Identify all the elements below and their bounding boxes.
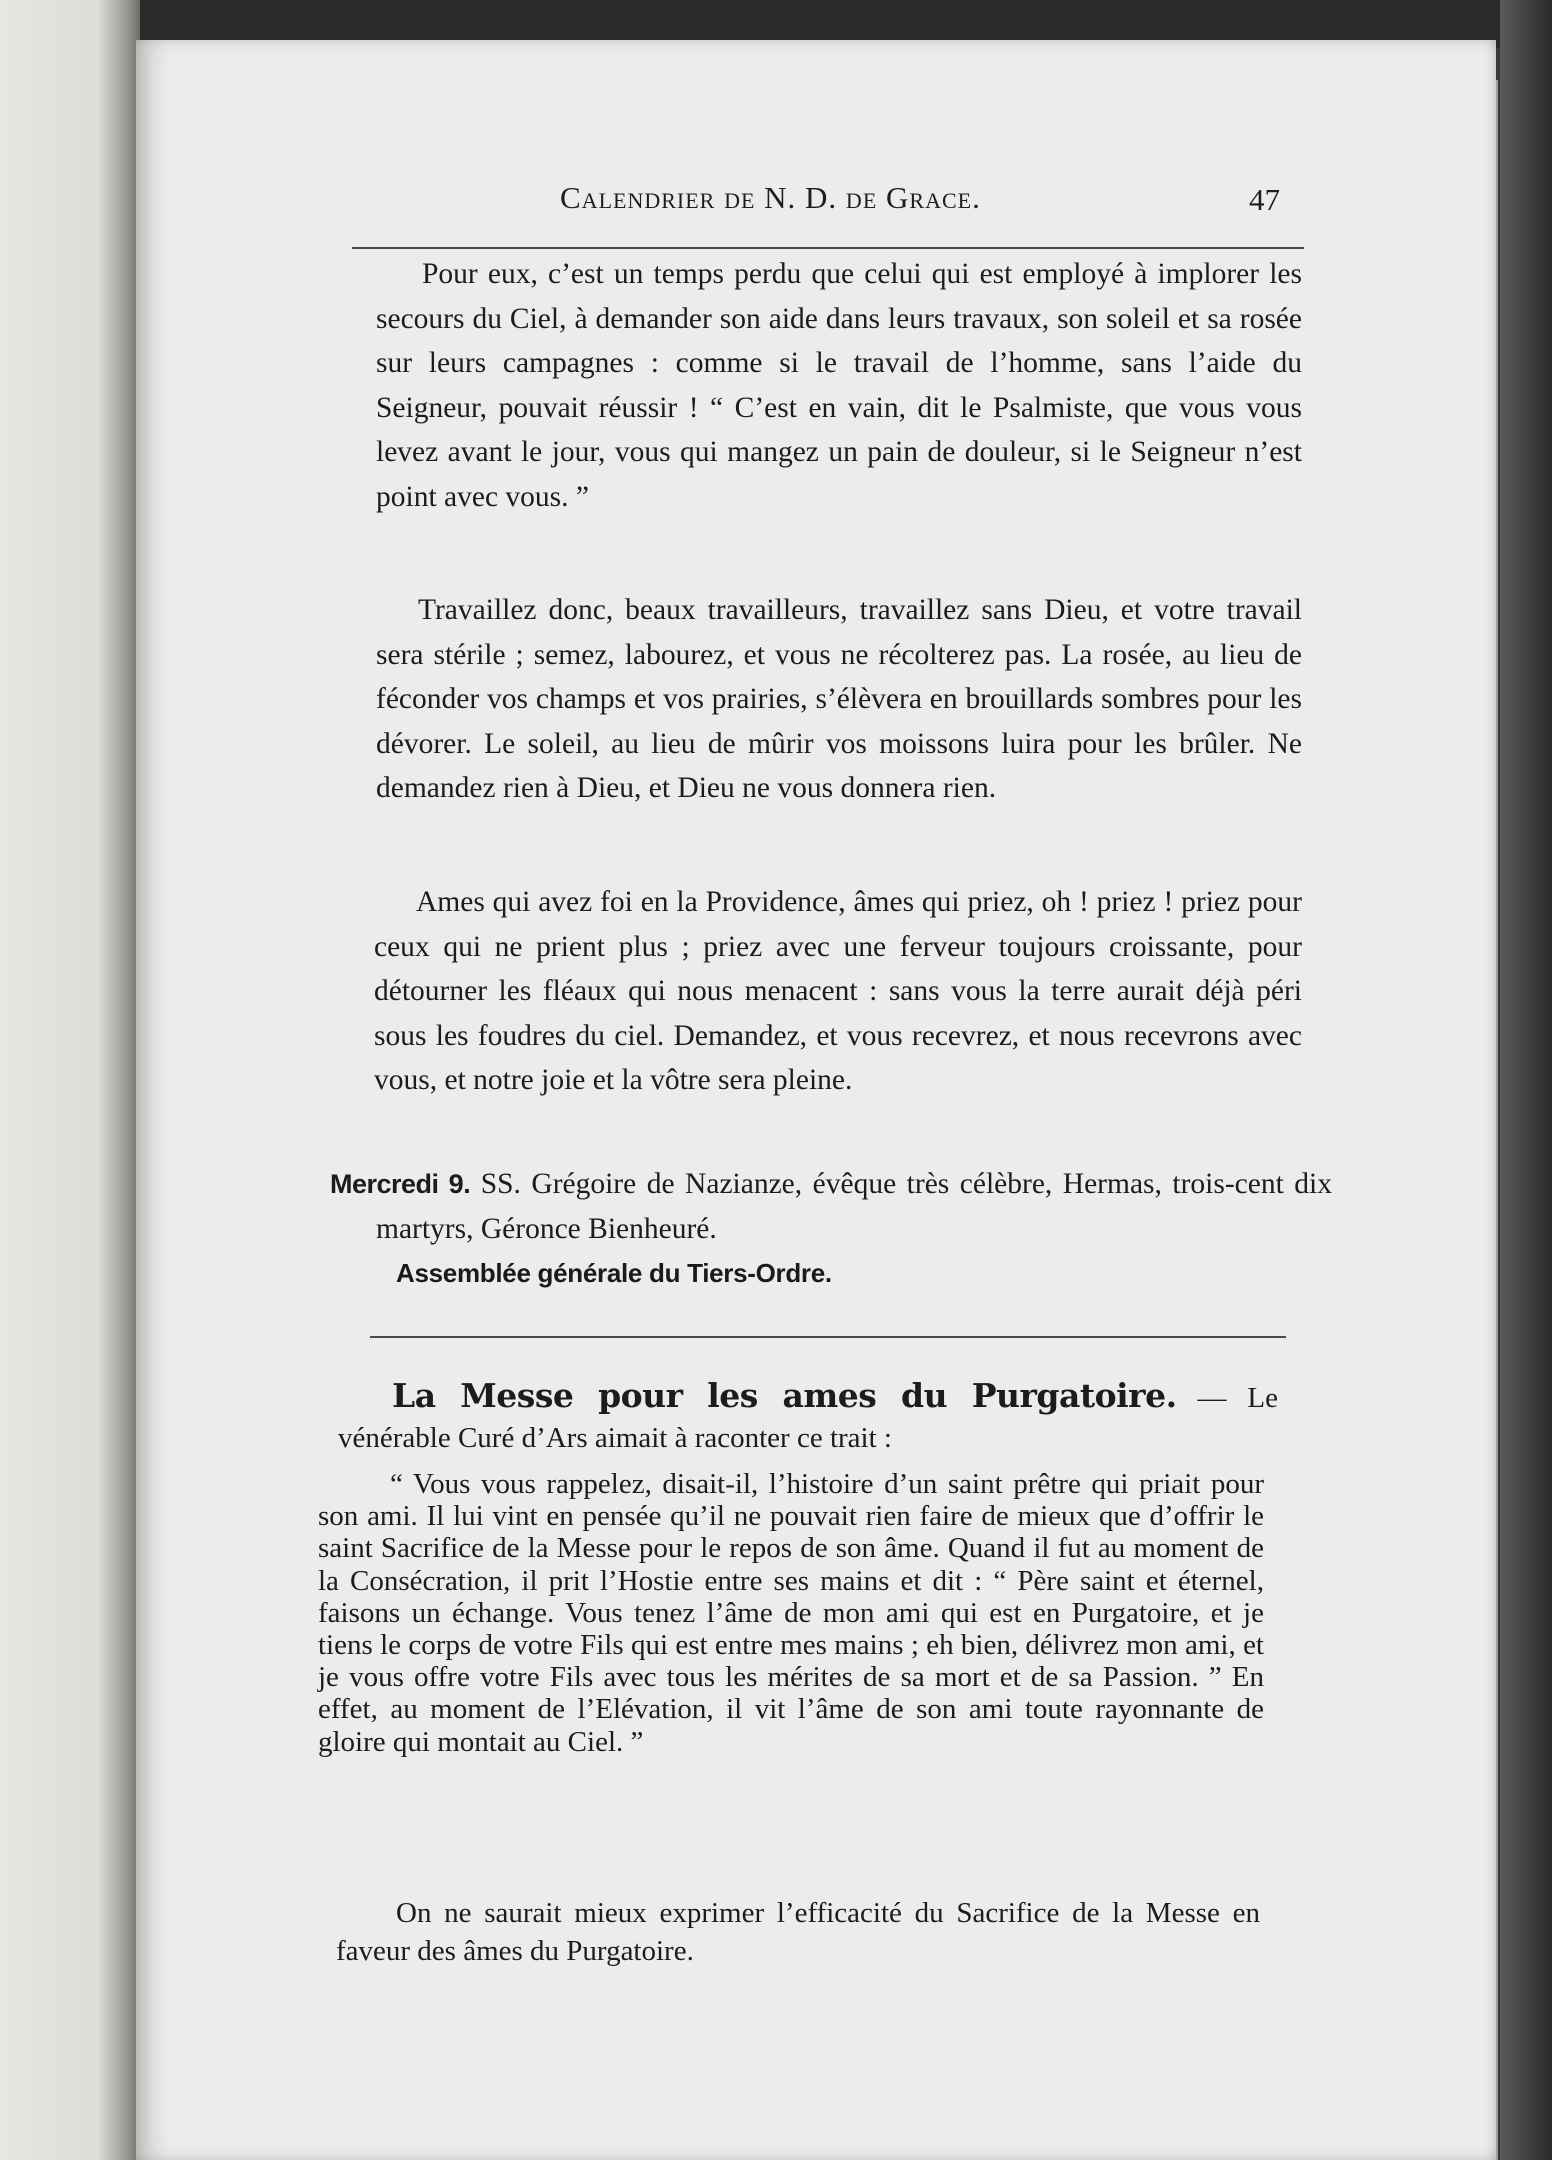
page-number: 47 (1249, 182, 1280, 217)
calendar-entry (330, 1162, 1332, 1251)
previous-page-edge (0, 0, 140, 2160)
scan-background-right (1500, 0, 1552, 2160)
paragraph-1: Pour eux, c’est un temps perdu que celui qui est employé à implorer les secours du Ciel, à demander son aide dans leurs travaux, son soleil et sa rosée sur leurs campagnes : comme si le travail de l’homme, sans l’aide du Seigneur, pouvait réussir ! “ C’est en vain, dit le Psalmiste, que vous vous levez avant le jour, vous qui mangez un pain de douleur, si le Seigneur n’est point avec vous. ” (376, 258, 1302, 513)
article-title: La Messe pour les ames du Purgatoire. (392, 1376, 1177, 1415)
page-header (560, 178, 1280, 230)
section-separator (370, 1336, 1286, 1338)
article-intro: — Le vénérable Curé d’Ars aimait à raconter ce trait : (338, 1382, 1278, 1454)
running-title: Calendrier de N. D. de Grace. (560, 180, 981, 215)
header-rule (352, 247, 1304, 249)
calendar-saints: SS. Grégoire de Nazianze, évêque très célèbre, Hermas, trois-cent dix martyrs, Géronce Bienheuré. (376, 1168, 1332, 1245)
assembly-note: Assemblée générale du Tiers-Ordre. (396, 1258, 832, 1288)
article-heading (338, 1376, 1278, 1458)
paragraph-3: Ames qui avez foi en la Providence, âmes qui priez, oh ! priez ! priez pour ceux qui ne prient plus ; priez avec une ferveur toujours croissante, pour détourner les fléaux qui nous menacent : sans vous la terre aurait déjà péri sous les foudres du ciel. Demandez, et vous recevrez, et nous recevrons avec vous, et notre joie et la vôtre sera pleine. (374, 886, 1302, 1096)
article-quote: “ Vous vous rappelez, disait-il, l’histoire d’un saint prêtre qui priait pour son ami. Il lui vint en pensée qu’il ne pouvait rien faire de mieux que d’offrir le saint Sacrifice de la Messe pour le repos de son âme. Quand il fut au moment de la Consécration, il prit l’Hostie entre ses mains et dit : “ Père saint et éternel, faisons un échange. Vous tenez l’âme de mon ami qui est en Purgatoire, et je tiens le corps de votre Fils qui est entre mes mains ; eh bien, délivrez mon ami, et je vous offre votre Fils avec tous les mérites de sa mort et de sa Passion. ” En effet, au moment de l’Elévation, il vit l’âme de son ami toute rayonnante de gloire qui montait au Ciel. ” (318, 1468, 1264, 1758)
article-closing: On ne saurait mieux exprimer l’efficacité du Sacrifice de la Messe en faveur des âmes du Purgatoire. (336, 1897, 1260, 1967)
paragraph-2: Travaillez donc, beaux travailleurs, travaillez sans Dieu, et votre travail sera stérile ; semez, labourez, et vous ne récolterez pas. La rosée, au lieu de féconder vos champs et vos prairies, s’élèvera en brouillards sombres pour les dévorer. Le soleil, au lieu de mûrir vos moissons luira pour les brûler. Ne demandez rien à Dieu, et Dieu ne vous donnera rien. (376, 594, 1302, 804)
calendar-day: Mercredi 9. (330, 1169, 471, 1199)
